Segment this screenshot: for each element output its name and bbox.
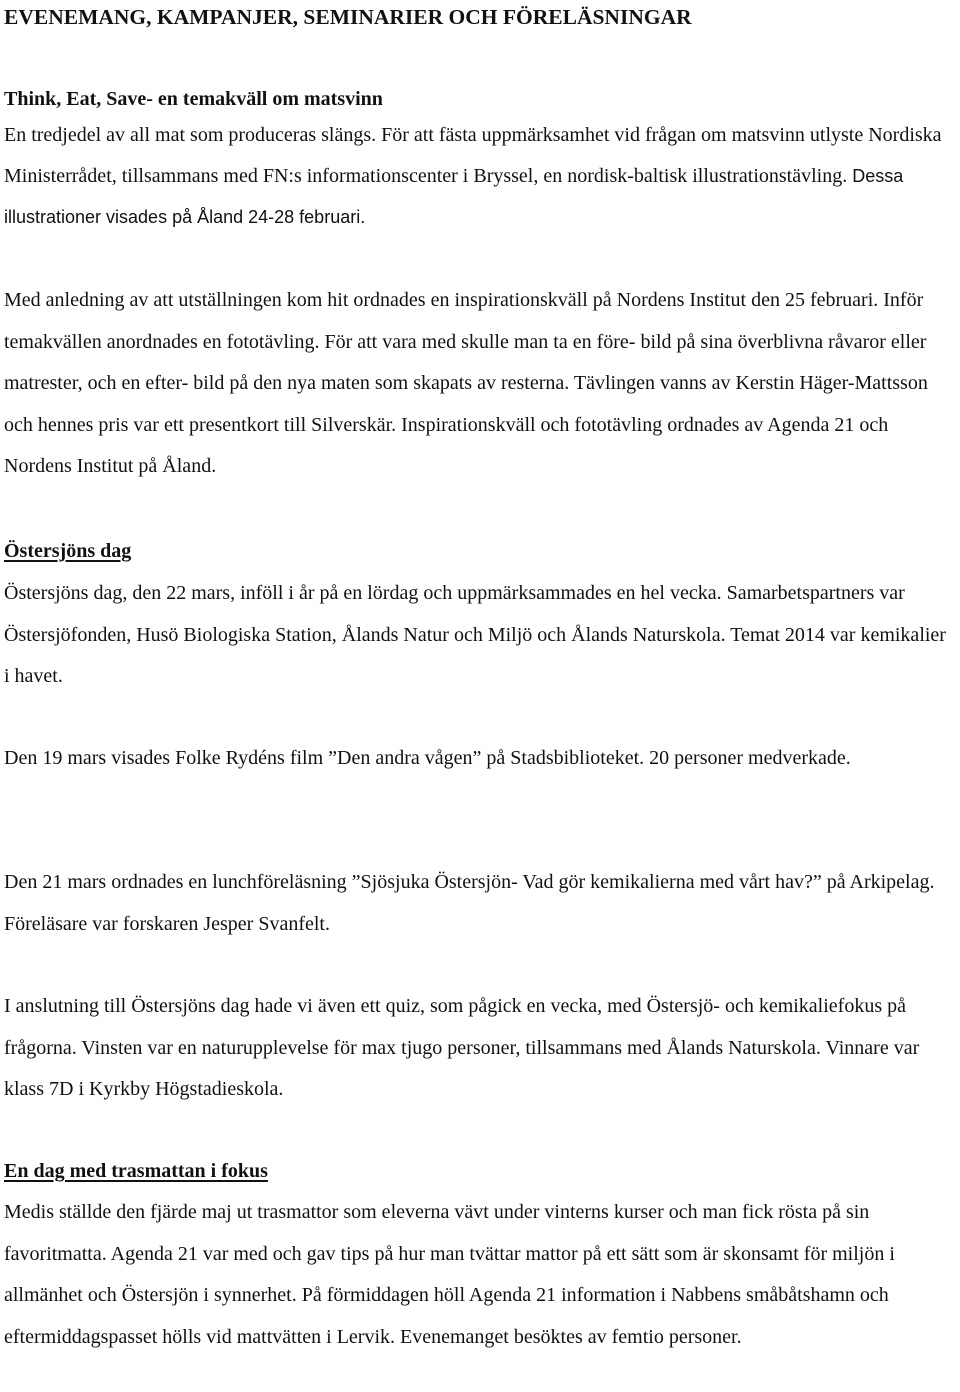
paragraph-text: En tredjedel av all mat som produceras slängs. För att fästa uppmärksamhet vid frågan om matsvinn utlyste Nordiska Ministerrådet, tillsammans med FN:s informationscenter i Bryssel, en nordisk-baltisk illustrationstävling. bbox=[4, 124, 942, 187]
section-heading-matsvinn: Think, Eat, Save- en temakväll om matsvinn bbox=[4, 88, 383, 110]
paragraph-trasmattan: Medis ställde den fjärde maj ut trasmattor som eleverna vävt under vinterns kurser och man fick rösta på sin favoritmatta. Agenda 21 var med och gav tips på hur man tvättar mattor på ett sätt som är skonsamt för miljön i allmänhet och Östersjön i synnerhet. På förmiddagen höll Agenda 21 information i Nabbens småbåtshamn och eftermiddagspasset hölls vid mattvätten i Lervik. Evenemanget besöktes av femtio personer. bbox=[4, 1201, 895, 1348]
paragraph-text-sans: Dessa illustrationer visades på Åland 24-28 februari. bbox=[4, 166, 904, 227]
section-heading-ostersjons-dag: Östersjöns dag bbox=[4, 540, 132, 562]
paragraph-inspirationskvall: Med anledning av att utställningen kom hit ordnades en inspirationskväll på Nordens Institut den 25 februari. Inför temakvällen anordnades en fototävling. För att vara med skulle man ta en före- bild på sina överblivna råvaror eller matrester, och en efter- bild på den nya maten som skapats av resterna. Tävlingen vanns av Kerstin Häger-Mattsson och hennes pris var ett presentkort till Silverskär. Inspirationskväll och fototävling ordnades av Agenda 21 och Nordens Institut på Åland. bbox=[4, 289, 928, 477]
section-heading-trasmattan: En dag med trasmattan i fokus bbox=[4, 1160, 268, 1182]
paragraph-matsvinn-intro bbox=[4, 115, 954, 238]
paragraph-lunch-lecture: Den 21 mars ordnades en lunchföreläsning ”Sjösjuka Östersjön- Vad gör kemikalierna med vårt hav?” på Arkipelag. Föreläsare var forskaren Jesper Svanfelt. bbox=[4, 871, 935, 935]
page-title: EVENEMANG, KAMPANJER, SEMINARIER OCH FÖRELÄSNINGAR bbox=[4, 5, 692, 29]
paragraph-film-screening: Den 19 mars visades Folke Rydéns film ”Den andra vågen” på Stadsbiblioteket. 20 personer medverkade. bbox=[4, 747, 851, 769]
paragraph-ostersjons-dag-intro: Östersjöns dag, den 22 mars, inföll i år på en lördag och uppmärksammades en hel vecka. Samarbetspartners var Östersjöfonden, Husö Biologiska Station, Ålands Natur och Miljö och Ålands Naturskola. Temat 2014 var kemikalier i havet. bbox=[4, 582, 946, 687]
paragraph-quiz: I anslutning till Östersjöns dag hade vi även ett quiz, som pågick en vecka, med Östersjö- och kemikaliefokus på frågorna. Vinsten var en naturupplevelse för max tjugo personer, tillsammans med Ålands Naturskola. Vinnare var klass 7D i Kyrkby Högstadieskola. bbox=[4, 995, 920, 1100]
